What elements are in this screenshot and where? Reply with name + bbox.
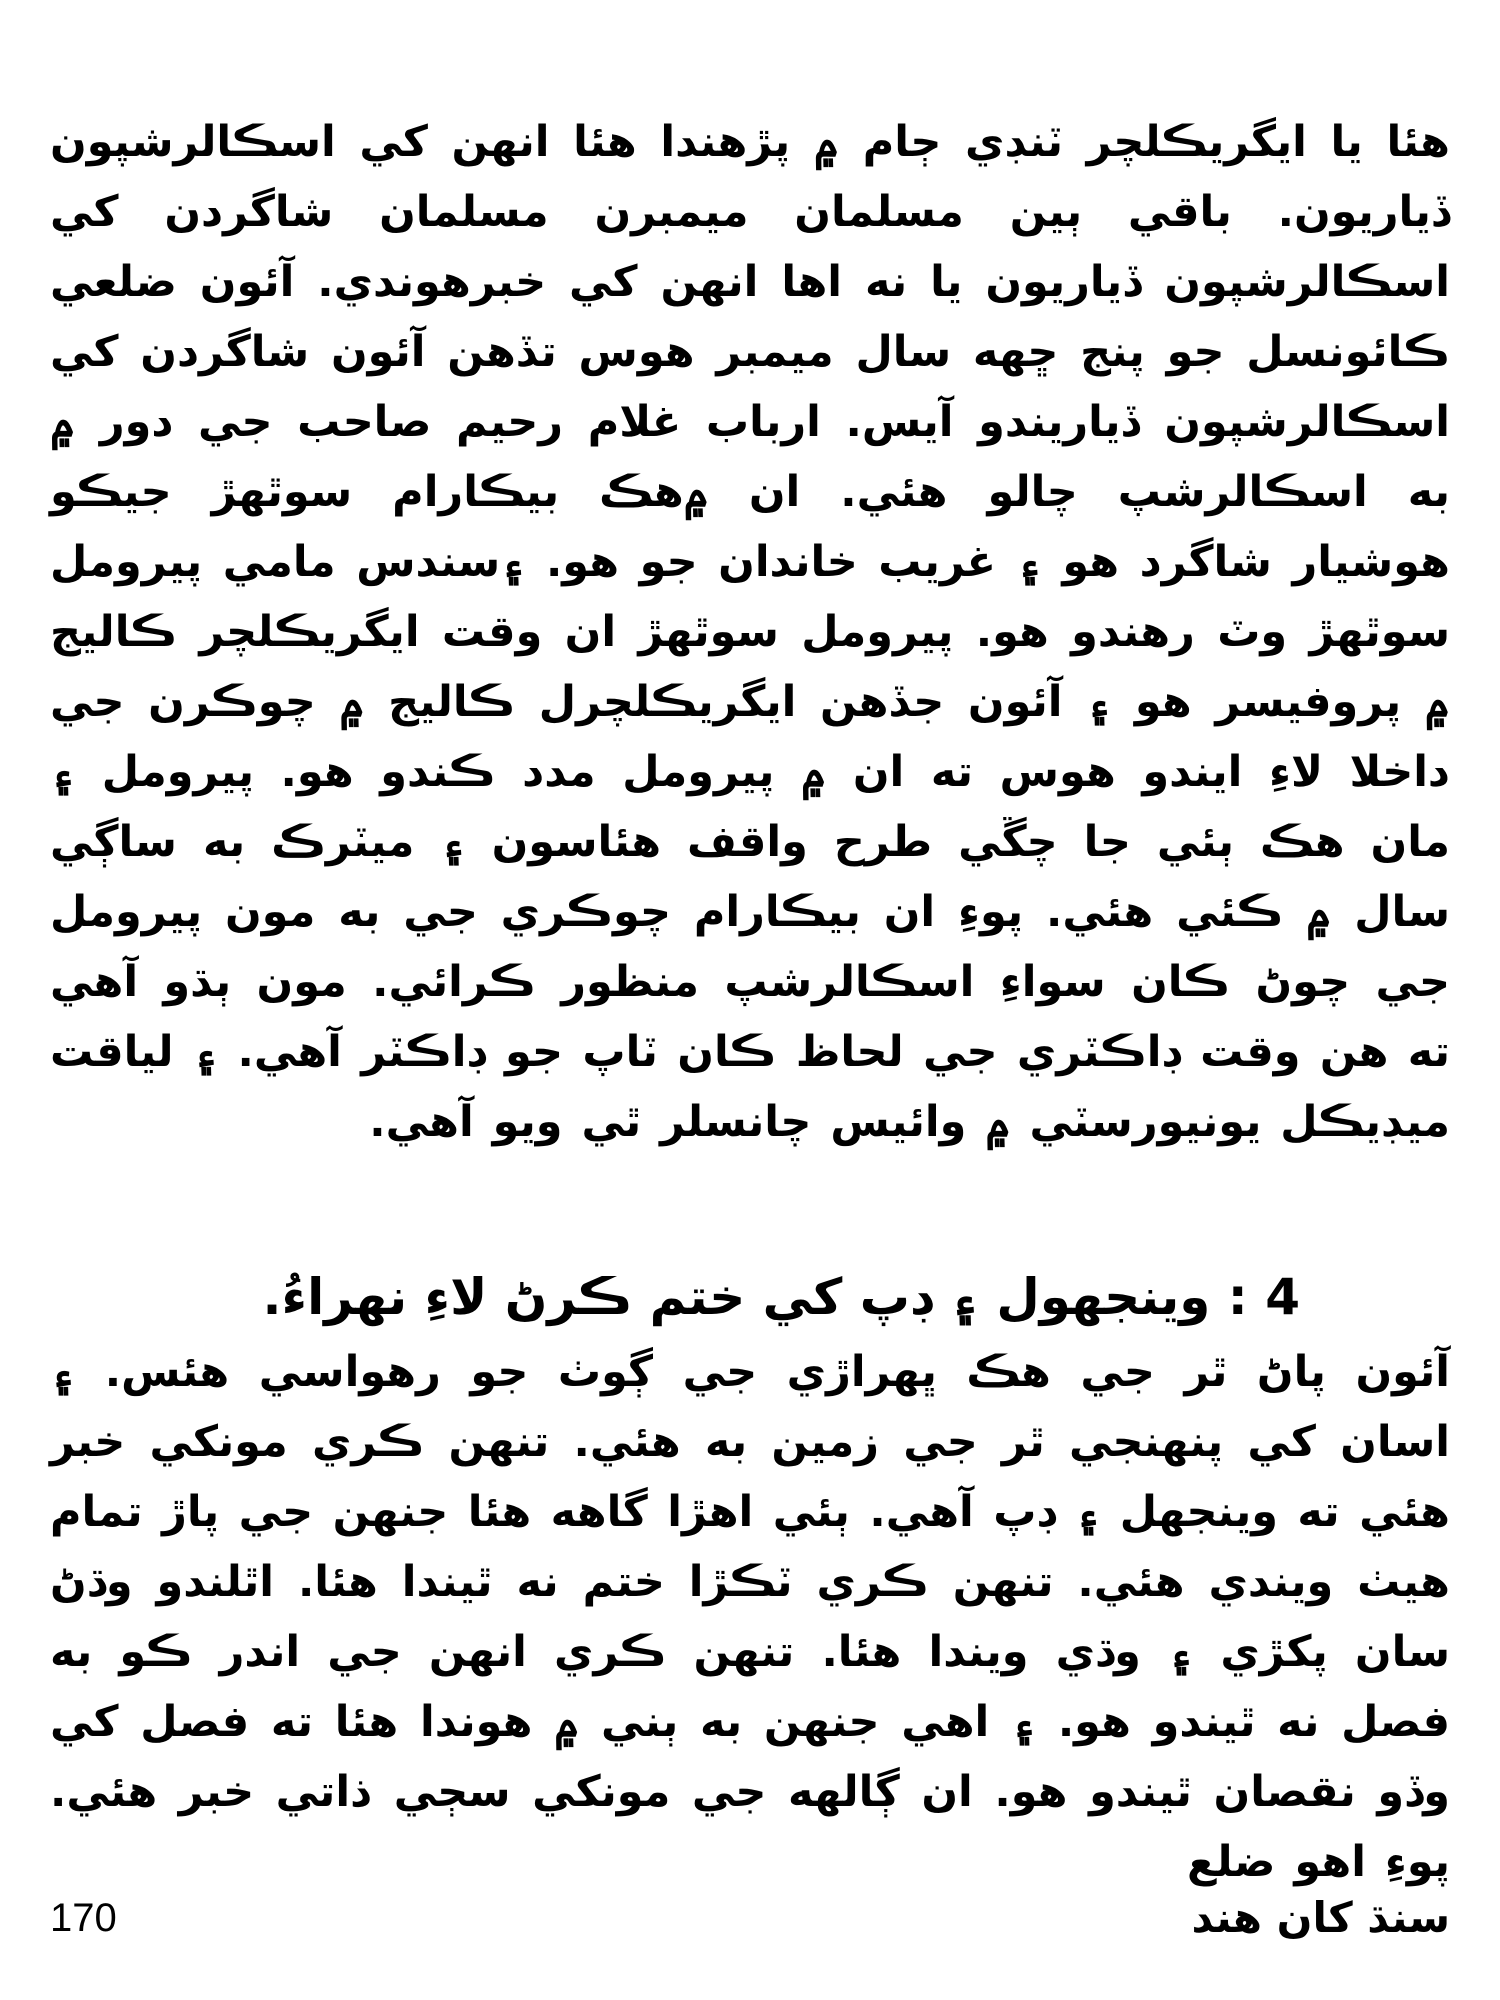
- page-number: 170: [50, 1896, 117, 1940]
- page-footer: [50, 1888, 1450, 1948]
- section-heading: 4 : وينجهول ۽ ڊپ کي ختم ڪرڻ لاءِ نهراءُ.: [262, 1268, 1300, 1326]
- paragraph-weeds: آئون پاڻ ٿر جي هڪ ڀهراڙي جي ڳوٺ جو رهواسي هئس. ۽ اسان کي پنهنجي ٿر جي زمين به هئي. تنهن ڪري مونکي خبر هئي ته وينجهل ۽ ڊپ آهي. ٻئي اهڙا گاهه هئا جنهن جي پاڙ تمام هيٺ ويندي هئي. تنهن ڪري ٽڪڙا ختم نه ٿيندا هئا. اٿلندو وڌڻ سان پکڙي ۽ وڌي ويندا هئا. تنهن ڪري انهن جي اندر ڪو به فصل نه ٿيندو هو. ۽ اهي جنهن به ٻني ۾ هوندا هئا ته فصل کي وڏو نقصان ٿيندو هو. ان ڳالهه جي مونکي سڄي ذاتي خبر هئي. پوءِ اهو ضلع: [50, 1347, 1450, 1887]
- paragraph-scholarships: هئا يا ايگريڪلچر ٽنڊي ڄام ۾ پڙهندا هئا انهن کي اسڪالرشپون ڏياريون. باقي ٻين مسلمان ميمبرن مسلمان شاگردن کي اسڪالرشپون ڏياريون يا نه اها انهن کي خبرهوندي. آئون ضلعي ڪائونسل جو پنج ڇهه سال ميمبر هوس تڏهن آئون شاگردن کي اسڪالرشپون ڏياريندو آيس. ارباب غلام رحيم صاحب جي دور ۾ به اسڪالرشپ چالو هئي. ان ۾هڪ بيڪارام سوٿهڙ جيڪو هوشيار شاگرد هو ۽ غريب خاندان جو هو. ۽سندس مامي پيرومل سوٿهڙ وٽ رهندو هو. پيرومل سوٿهڙ ان وقت ايگريڪلچر ڪاليج ۾ پروفيسر هو ۽ آئون جڏهن ايگريڪلچرل ڪاليج ۾ چوڪرن جي داخلا لاءِ ايندو هوس ته ان ۾ پيرومل مدد ڪندو هو. پيرومل ۽ مان هڪ ٻئي جا چڱي طرح واقف هئاسون ۽ ميٽرڪ به ساڳي سال ۾ ڪئي هئي. پوءِ ان بيڪارام چوڪري جي به مون پيرومل جي چوڻ ڪان سواءِ اسڪالرشپ منظور ڪرائي. مون ٻڌو آهي ته هن وقت ڊاڪٽري جي لحاظ ڪان ٽاپ جو ڊاڪٽر آهي. ۽ لياقت ميڊيڪل يونيورسٽي ۾ وائيس چانسلر ٿي ويو آهي.: [50, 117, 1450, 1147]
- running-title: سنڌ کان هند: [1191, 1893, 1450, 1942]
